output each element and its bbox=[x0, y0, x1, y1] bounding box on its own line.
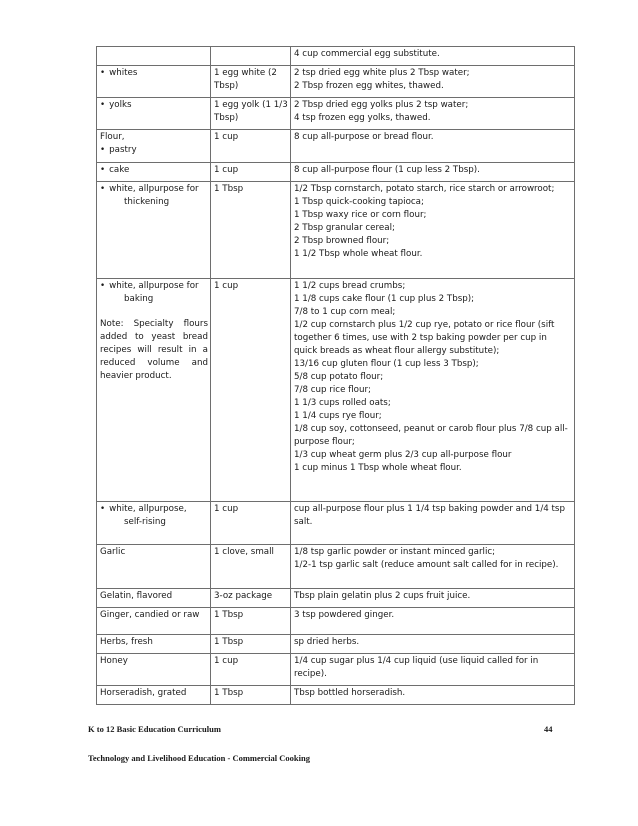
substitute-cell: 3 tsp powdered ginger. bbox=[291, 608, 575, 635]
table-row bbox=[97, 545, 575, 589]
table-row bbox=[97, 47, 575, 66]
amount-cell: 1 cup bbox=[211, 502, 291, 545]
amount-cell: 3-oz package bbox=[211, 589, 291, 608]
ingredient-cell: • white, allpurpose, self-rising bbox=[97, 502, 211, 545]
substitute-cell: 1/2 Tbsp cornstarch, potato starch, rice starch or arrowroot; 1 Tbsp quick-cooking tapioca; 1 Tbsp waxy rice or corn flour; 2 Tbsp granular cereal; 2 Tbsp browned flour; 1 1/2 Tbsp whole wheat flour. bbox=[291, 182, 575, 279]
substitute-cell: 1 1/2 cups bread crumbs; 1 1/8 cups cake flour (1 cup plus 2 Tbsp); 7/8 to 1 cup corn meal; 1/2 cup cornstarch plus 1/2 cup rye, potato or rice flour (sift together 6 times, use with 2 tsp baking powder per cup in quick breads as wheat flour allergy substitute); 13/16 cup gluten flour (1 cup less 3 Tbsp); 5/8 cup potato flour; 7/8 cup rice flour; 1 1/3 cups rolled oats; 1 1/4 cups rye flour; 1/8 cup soy, cottonseed, peanut or carob flour plus 7/8 cup all-purpose flour; 1/3 cup wheat germ plus 2/3 cup all-purpose flour 1 cup minus 1 Tbsp whole wheat flour. bbox=[291, 279, 575, 502]
substitute-cell: sp dried herbs. bbox=[291, 635, 575, 654]
ingredient-cell: • white, allpurpose for baking Note: Specialty flours added to yeast bread recipes will result in a reduced volume and heavier product. bbox=[97, 279, 211, 502]
substitute-cell: 1/4 cup sugar plus 1/4 cup liquid (use liquid called for in recipe). bbox=[291, 654, 575, 686]
ingredient-cell: Garlic bbox=[97, 545, 211, 589]
substitute-cell: 8 cup all-purpose flour (1 cup less 2 Tbsp). bbox=[291, 163, 575, 182]
substitute-cell: 8 cup all-purpose or bread flour. bbox=[291, 130, 575, 163]
ingredient-cell: • cake bbox=[97, 163, 211, 182]
table-row bbox=[97, 163, 575, 182]
ingredient-cell: Horseradish, grated bbox=[97, 686, 211, 705]
footer-subject: Technology and Livelihood Education - Commercial Cooking bbox=[88, 753, 310, 763]
amount-cell bbox=[211, 47, 291, 66]
table-row bbox=[97, 130, 575, 163]
amount-cell: 1 cup bbox=[211, 130, 291, 163]
amount-cell: 1 cup bbox=[211, 279, 291, 502]
amount-cell: 1 Tbsp bbox=[211, 608, 291, 635]
substitute-cell: 2 Tbsp dried egg yolks plus 2 tsp water; 4 tsp frozen egg yolks, thawed. bbox=[291, 98, 575, 130]
footer-curriculum: K to 12 Basic Education Curriculum bbox=[88, 724, 221, 734]
ingredient-cell: Gelatin, flavored bbox=[97, 589, 211, 608]
table-row bbox=[97, 654, 575, 686]
table-row bbox=[97, 98, 575, 130]
substitute-cell: 1/8 tsp garlic powder or instant minced garlic; 1/2-1 tsp garlic salt (reduce amount salt called for in recipe). bbox=[291, 545, 575, 589]
ingredient-cell: • yolks bbox=[97, 98, 211, 130]
substitute-cell: 4 cup commercial egg substitute. bbox=[291, 47, 575, 66]
table-row bbox=[97, 182, 575, 279]
table-row bbox=[97, 66, 575, 98]
amount-cell: 1 cup bbox=[211, 654, 291, 686]
table-row bbox=[97, 279, 575, 502]
ingredient-cell bbox=[97, 47, 211, 66]
substitute-cell: cup all-purpose flour plus 1 1/4 tsp baking powder and 1/4 tsp salt. bbox=[291, 502, 575, 545]
table-row bbox=[97, 686, 575, 705]
amount-cell: 1 Tbsp bbox=[211, 686, 291, 705]
ingredient-cell: Ginger, candied or raw bbox=[97, 608, 211, 635]
substitute-cell: Tbsp bottled horseradish. bbox=[291, 686, 575, 705]
amount-cell: 1 cup bbox=[211, 163, 291, 182]
specialty-flour-note: Note: Specialty flours added to yeast bread recipes will result in a reduced volume and heavier product. bbox=[100, 319, 208, 381]
amount-cell: 1 egg yolk (1 1/3 Tbsp) bbox=[211, 98, 291, 130]
amount-cell: 1 egg white (2 Tbsp) bbox=[211, 66, 291, 98]
amount-cell: 1 clove, small bbox=[211, 545, 291, 589]
table-row bbox=[97, 608, 575, 635]
ingredient-cell: Flour, • pastry bbox=[97, 130, 211, 163]
ingredient-cell: Herbs, fresh bbox=[97, 635, 211, 654]
amount-cell: 1 Tbsp bbox=[211, 182, 291, 279]
table-row bbox=[97, 589, 575, 608]
substitution-table bbox=[96, 46, 575, 705]
substitute-cell: Tbsp plain gelatin plus 2 cups fruit juice. bbox=[291, 589, 575, 608]
ingredient-cell: • whites bbox=[97, 66, 211, 98]
ingredient-cell: Honey bbox=[97, 654, 211, 686]
table-row bbox=[97, 502, 575, 545]
page-number: 44 bbox=[544, 724, 553, 734]
amount-cell: 1 Tbsp bbox=[211, 635, 291, 654]
ingredient-cell: • white, allpurpose for thickening bbox=[97, 182, 211, 279]
substitute-cell: 2 tsp dried egg white plus 2 Tbsp water; 2 Tbsp frozen egg whites, thawed. bbox=[291, 66, 575, 98]
table-row bbox=[97, 635, 575, 654]
